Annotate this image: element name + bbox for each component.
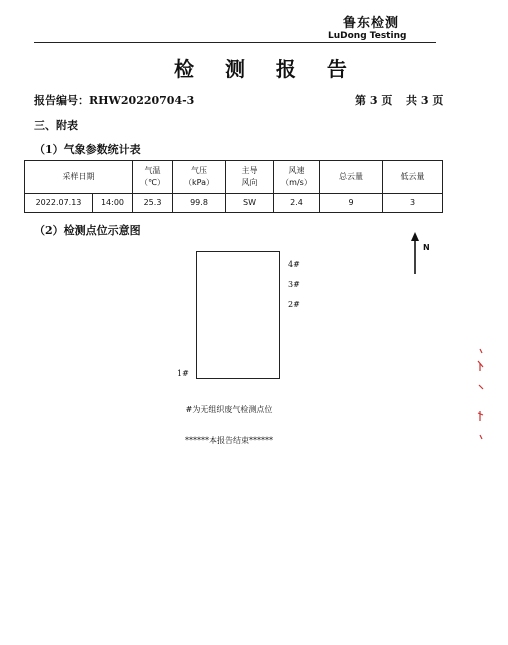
page-number: 第 3 页 [355, 94, 393, 107]
report-end-note: ******本报告结束****** [185, 436, 273, 445]
header-wind-speed-label: 风速 [288, 166, 305, 175]
page-total: 共 3 页 [406, 94, 444, 107]
document-title: 检 测 报 告 [174, 57, 359, 81]
weather-parameters-table [24, 160, 443, 213]
diagram-caption: #为无组织废气检测点位 [185, 405, 273, 414]
seal-edge-mark [474, 345, 486, 445]
subsection-site-diagram: （2）检测点位示意图 [34, 224, 141, 237]
monitoring-point-1: 1# [177, 369, 189, 378]
monitoring-point-3: 3# [288, 280, 300, 289]
header-wind-speed [274, 161, 320, 194]
header-low-cloud: 低云量 [383, 161, 443, 194]
table-header-row [25, 161, 443, 194]
cell-time: 14:00 [93, 194, 133, 213]
company-name-cn: 鲁东检测 [343, 16, 400, 31]
header-temperature-unit: （℃） [140, 178, 165, 187]
monitoring-point-2: 2# [288, 300, 300, 309]
header-wind-direction-label: 主导 [241, 166, 258, 175]
section-title: 三、附表 [34, 119, 78, 132]
header-divider [34, 42, 436, 43]
site-boundary [196, 251, 280, 379]
table-row [25, 194, 443, 213]
header-wind-speed-unit: （m/s） [281, 178, 312, 187]
north-label: N [423, 243, 430, 252]
north-arrow-icon [409, 232, 421, 274]
header-temperature [133, 161, 173, 194]
header-pressure-label: 气压 [191, 166, 207, 175]
header-total-cloud: 总云量 [320, 161, 383, 194]
header-pressure-unit: （kPa） [184, 178, 214, 187]
header-wind-direction [226, 161, 274, 194]
company-name-en: LuDong Testing [328, 31, 407, 41]
cell-date: 2022.07.13 [25, 194, 93, 213]
cell-total-cloud: 9 [320, 194, 383, 213]
cell-low-cloud: 3 [383, 194, 443, 213]
cell-temperature: 25.3 [133, 194, 173, 213]
subsection-weather-table: （1）气象参数统计表 [34, 143, 141, 156]
cell-pressure: 99.8 [173, 194, 226, 213]
header-temperature-label: 气温 [144, 166, 161, 175]
header-wind-direction-label2: 风向 [241, 178, 258, 187]
header-date: 采样日期 [25, 161, 133, 194]
report-number: 报告编号：RHW20220704-3 [34, 94, 195, 107]
header-pressure [173, 161, 226, 194]
monitoring-point-4: 4# [288, 260, 300, 269]
cell-wind-direction: SW [226, 194, 274, 213]
cell-wind-speed: 2.4 [274, 194, 320, 213]
